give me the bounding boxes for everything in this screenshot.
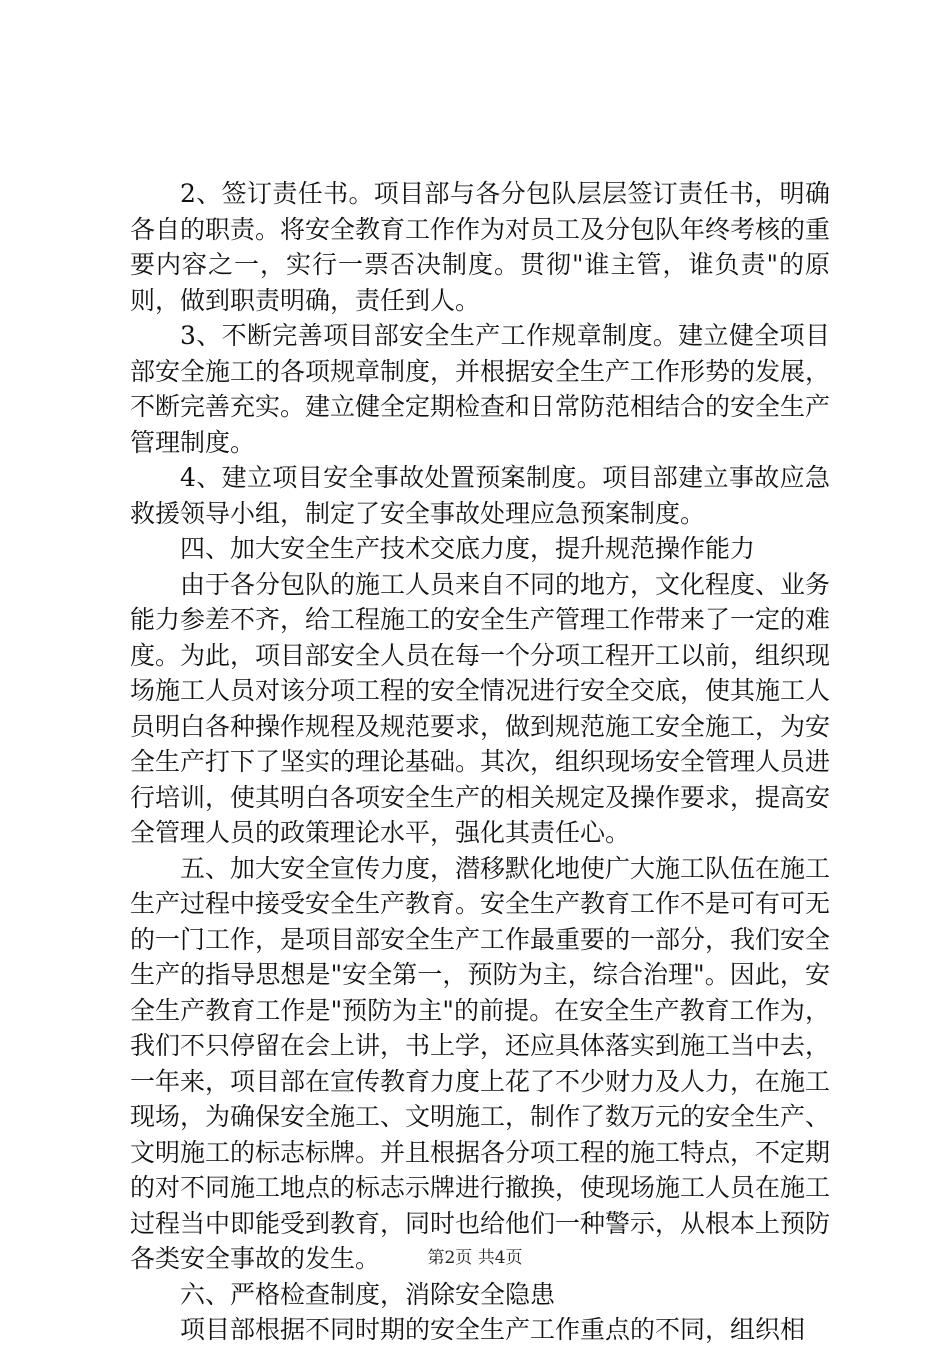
section-heading-6: 六、严格检查制度，消除安全隐患 xyxy=(180,1279,556,1309)
section-heading-4: 四、加大安全生产技术交底力度，提升规范操作能力 xyxy=(180,534,756,563)
paragraph-technical-briefing: 由于各分包队的施工人员来自不同的地方，文化程度、业务能力参差不齐，给工程施工的安全生产管理工作带来了一定的难度。为此，项目部安全人员在每一个分项工程开工以前，组织现场施工人员对该分项工程的安全情况进行安全交底，使其施工人员明白各种操作规程及规范要求，做到规范施工安全施工，为安全生产打下了坚实的理论基础。其次，组织现场安全管理人员进行培训，使其明白各项安全生产的相关规定及操作要求，提高安全管理人员的政策理论水平，强化其责任心。 xyxy=(130,569,831,847)
paragraph-safety-publicity: 五、加大安全宣传力度，潜移默化地使广大施工队伍在施工生产过程中接受安全生产教育。安全生产教育工作不是可有可无的一门工作，是项目部安全生产工作最重要的一部分，我们安全生产的指导思想是"安全第一，预防为主，综合治理"。因此，安全生产教育工作是"预防为主"的前提。在安全生产教育工作为，我们不只停留在会上讲，书上学，还应具体落实到施工当中去，一年来，项目部在宣传教育力度上花了不少财力及人力，在施工现场，为确保安全施工、文明施工，制作了数万元的安全生产、文明施工的标志标牌。并且根据各分项工程的施工特点，不定期的对不同施工地点的标志示牌进行撤换，使现场施工人员在施工过程当中即能受到教育，同时也给他们一种警示，从根本上预防各类安全事故的发生。 xyxy=(130,853,831,1273)
paragraph-inspection: 项目部根据不同时期的安全生产工作重点的不同，组织相 xyxy=(180,1315,806,1344)
paragraph-emergency-plan: 4、建立项目安全事故处置预案制度。项目部建立事故应急救援领导小组，制定了安全事故处理应急预案制度。 xyxy=(130,463,830,528)
page-number-footer: 第2页 共4页 xyxy=(427,1248,523,1268)
document-body xyxy=(130,176,830,1348)
paragraph-sign-responsibility: 2、签订责任书。项目部与各分包队层层签订责任书，明确各自的职责。将安全教育工作作为对员工及分包队年终考核的重要内容之一，实行一票否决制度。贯彻"谁主管，谁负责"的原则，做到职责明确，责任到人。 xyxy=(130,179,831,315)
paragraph-improve-rules: 3、不断完善项目部安全生产工作规章制度。建立健全项目部安全施工的各项规章制度，并根据安全生产工作形势的发展，不断完善充实。建立健全定期检查和日常防范相结合的安全生产管理制度。 xyxy=(130,321,831,457)
